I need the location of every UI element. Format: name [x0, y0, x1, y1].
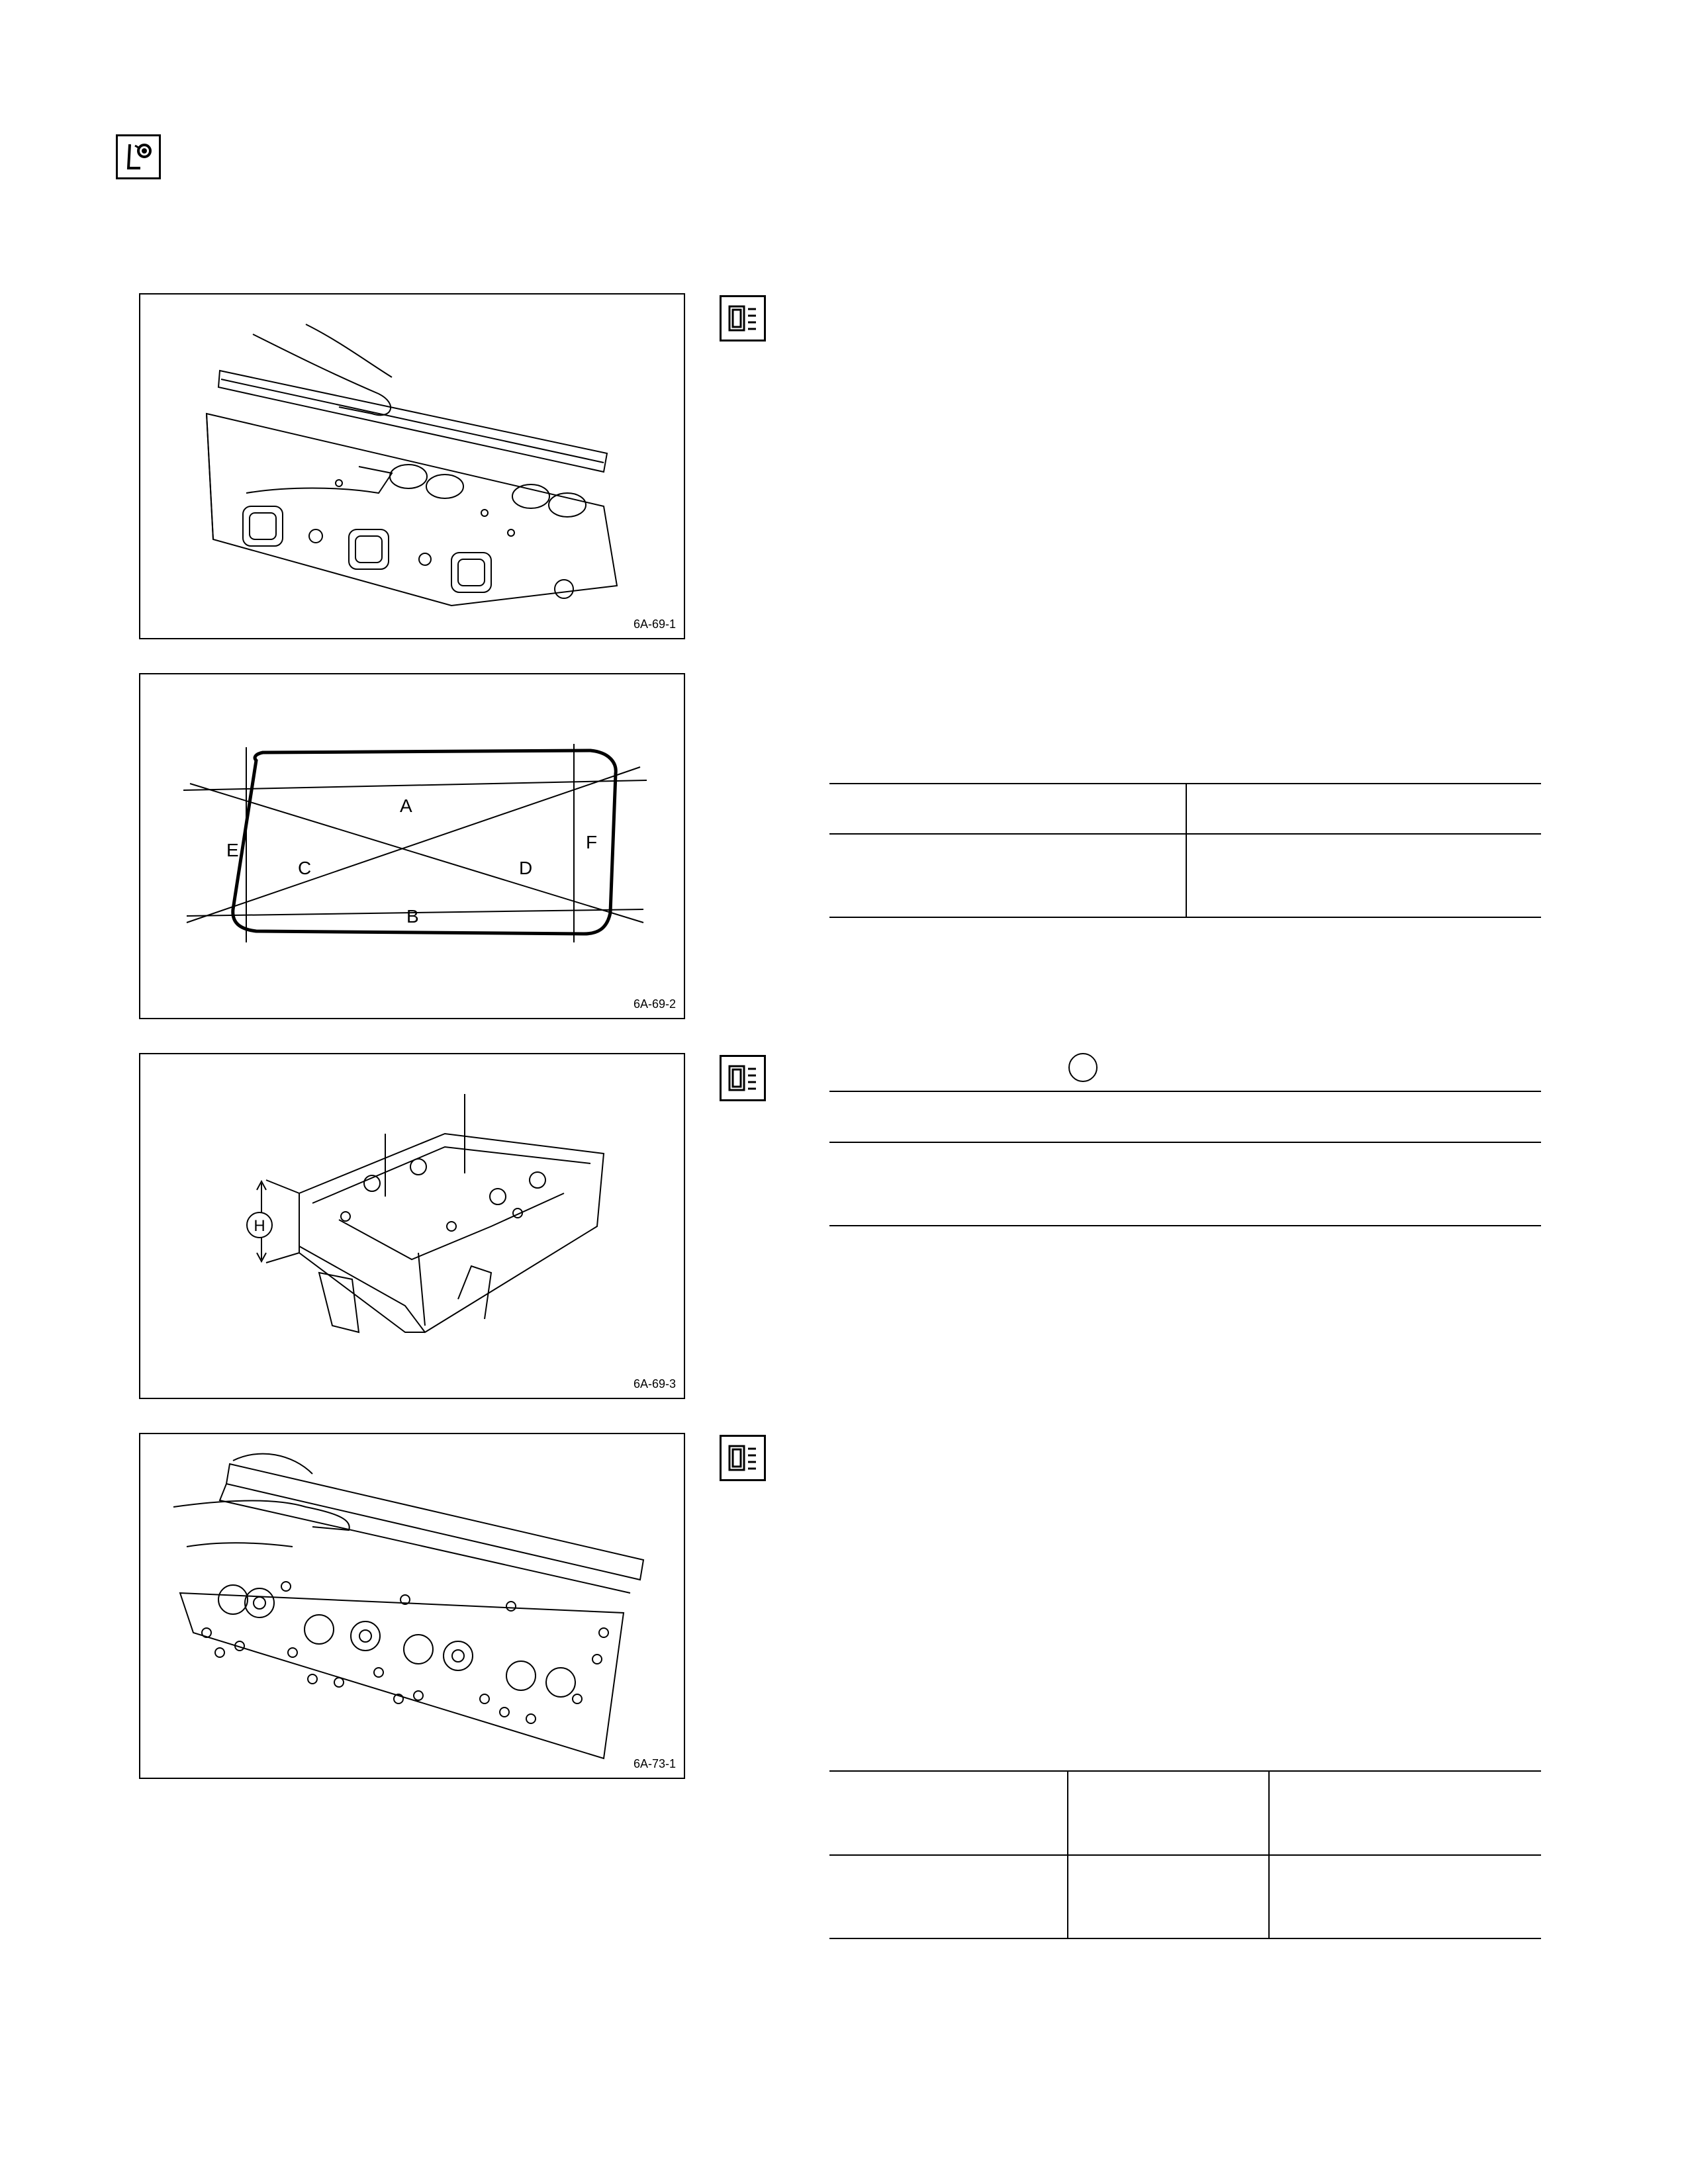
- figure-caption: 6A-69-3: [633, 1377, 676, 1390]
- table-column-divider: [1067, 1770, 1068, 1938]
- height-label-circle: [246, 1212, 273, 1238]
- figure-4-illustration: [140, 1434, 686, 1780]
- table-rule: [829, 1938, 1541, 1939]
- table-rule: [829, 1854, 1541, 1856]
- figure-straightedge-manifold-surface: [139, 1433, 685, 1779]
- figure-3-illustration: [140, 1054, 686, 1400]
- diagram-label-a: A: [400, 796, 412, 816]
- height-label: H: [254, 1217, 265, 1235]
- table-rule: [829, 1225, 1541, 1226]
- figure-straightedge-cylinder-head: [139, 293, 685, 639]
- figure-caption: 6A-69-2: [633, 997, 676, 1011]
- diagram-label-f: F: [586, 832, 598, 852]
- diagram-label-b: B: [406, 906, 419, 927]
- figure-measurement-directions: [139, 673, 685, 1019]
- table-rule: [829, 1091, 1541, 1092]
- diagram-label-e: E: [226, 840, 239, 860]
- table-rule: [829, 1142, 1541, 1143]
- service-data-icon: [720, 1435, 766, 1481]
- figure-cylinder-head-height: [139, 1053, 685, 1399]
- figure-2-diagram: [140, 674, 686, 1021]
- figure-caption: 6A-73-1: [633, 1757, 676, 1770]
- table-column-divider: [1186, 783, 1187, 917]
- figure-1-illustration: [140, 295, 686, 641]
- inspect-icon: [116, 134, 161, 179]
- figure-caption: 6A-69-1: [633, 617, 676, 631]
- height-symbol-circle: [1068, 1053, 1098, 1082]
- service-data-icon: [720, 295, 766, 341]
- table-rule: [829, 917, 1541, 918]
- table-rule: [829, 1770, 1541, 1772]
- service-data-icon: [720, 1055, 766, 1101]
- diagram-label-c: C: [298, 858, 312, 878]
- table-column-divider: [1268, 1770, 1270, 1938]
- diagram-label-d: D: [519, 858, 533, 878]
